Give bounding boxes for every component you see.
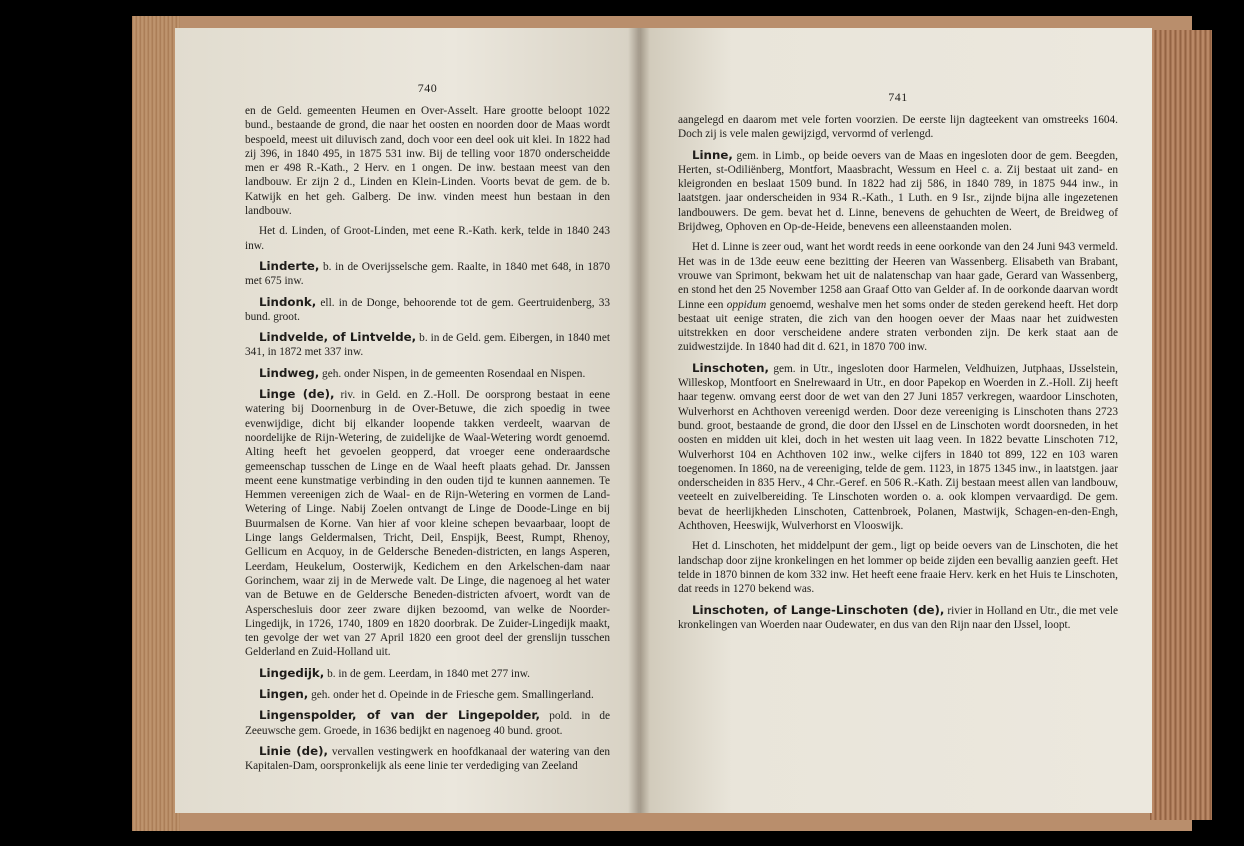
entry-text: rivier in Holland en Utr., die met vele kronkelingen van Woerden naar Oudewater, en dus van den Rijn naar den IJssel, loopt. — [678, 604, 1119, 631]
entry-italic-text: oppidum — [726, 298, 767, 311]
dictionary-entry — [245, 259, 610, 289]
entry-headword: Lindvelde, of Lintvelde, — [259, 330, 417, 345]
entry-headword: Linschoten, of Lange-Linschoten (de), — [692, 602, 945, 617]
page-number: 741 — [888, 90, 908, 104]
dictionary-entry — [245, 666, 610, 681]
entry-headword: Linschoten, — [692, 360, 769, 375]
entry-list — [245, 104, 610, 773]
dictionary-entry — [245, 744, 610, 774]
dictionary-entry — [678, 240, 1118, 354]
entry-text: b. in de Geld. gem. Eibergen, in 1840 met 341, in 1872 met 337 inw. — [245, 332, 610, 359]
entry-headword: Linie (de), — [259, 743, 328, 758]
dictionary-entry — [245, 366, 610, 381]
book-gutter — [628, 28, 650, 813]
right-page — [640, 28, 1152, 813]
entry-text: genoemd, weshalve men het soms onder de steden gerekend heeft. Het dorp bestaat uit eenige straten, die zich van den hoogen oever der Maas naar het zuidwesten uitstrekken en door verscheidene andere straten verbonden zijn. De kerk staat aan de zuidwestzijde. In 1840 had dit d. 621, in 1870 700 inw. — [678, 298, 1118, 354]
entry-text: geh. onder het d. Opeinde in de Friesche gem. Smallingerland. — [308, 688, 594, 701]
entry-text: b. in de gem. Leerdam, in 1840 met 277 inw. — [324, 667, 530, 680]
dictionary-entry — [245, 687, 610, 702]
entry-text: b. in de Overijsselsche gem. Raalte, in 1840 met 648, in 1870 met 675 inw. — [245, 260, 610, 288]
entry-text: Het d. Linschoten, het middelpunt der gem., ligt op beide oevers van de Linschoten, die het landschap door zijne kronkelingen en het lommer op beide zijden een bevallig aanzien geeft. Het telde in 1870 binnen de kom 332 inw. Het heeft eene fraaie Herv. kerk en het Huis te Linschoten, dat reeds in 1270 bekend was. — [678, 540, 1118, 596]
dictionary-entry — [245, 330, 610, 360]
entry-headword: Linderte, — [259, 258, 320, 273]
page-number: 740 — [417, 81, 438, 95]
entry-text: aangelegd en daarom met vele forten voorzien. De eerste lijn dagteekent van omstreeks 1604. Doch zij is vele malen gewijzigd, vervormd of verlengd. — [678, 114, 1118, 141]
dictionary-entry — [245, 387, 610, 660]
dictionary-entry — [678, 113, 1118, 142]
entry-text: ell. in de Donge, behoorende tot de gem. Geertruidenberg, 33 bund. groot. — [245, 296, 610, 323]
dictionary-entry — [678, 539, 1118, 596]
entry-text: geh. onder Nispen, in de gemeenten Rosendaal en Nispen. — [319, 367, 586, 380]
left-page-edges — [132, 16, 180, 831]
entry-text: gem. in Limb., op beide oevers van de Maas en ingesloten door de gem. Beegden, Herten, st-Odiliënberg, Montfort, Maasbracht, Wessum en Heel c. a. Zij bestaat uit zand- en kleigronden en beslaat 1509 bund. In 1822 had zij 586, in 1840 789, in 1875 944 inw., in laatstgen. jaar onderscheiden in 934 R.-Kath., 1 Luth. en 9 Isr., zijnde bijna alle ingezetenen landbouwers. De gem. bevat het d. Linne, benevens de gehuchten de Weert, de Breidweg of Brijdweg, Ophoven en Op-de-Heide, benevens een alleenstaanden molen. — [678, 149, 1118, 234]
entry-text: gem. in Utr., ingesloten door Harmelen, Veldhuizen, Jutphaas, IJsselstein, Willeskop, Montfoort en Snelrewaard in Utr., en door Papekop en Woerden in Z.-Holl. Zij heeft haar tegenw. omvang eerst door de wet van den 27 Juni 1857 verkregen, waardoor Linschoten, Wulverhorst en Achthoven vereenigd werden. Door deze vereeniging is Linschoten thans 2723 bund. groot, bestaande de grond, die door den IJssel en de Linschoten wordt doorsneden, in het oosten en midden uit klei, doch in het westen uit laag veen. In 1822 bevatte Linschoten 712, Wulverhorst 104 en Achthoven 102 inw., welke cijfers in 1840 tot 899, 122 en 103 waren toegenomen. In 1860, na de vereeniging, telde de gem. 1123, in 1875 1345 inw., in laatstgen. jaar onderscheiden in 835 Herv., 4 Chr.-Geref. en 506 R.-Kath. Zij bestaan meest allen van landbouw, veeteelt en zuivelbereiding. Te Linschoten worden o. a. ook klompen vervaardigd. De gem. bevat de heerlijkheden Linschoten, Cattenbroek, Polanen, Mastwijk, Schagen-en-den-Engh, Achthoven, Heeswijk, Wulverhorst en Vlooswijk. — [678, 362, 1118, 533]
entry-text: vervallen vestingwerk en hoofdkanaal der watering van den Kapitalen-Dam, oorspronkelijk als eene linie ter verdediging van Zeeland — [245, 745, 610, 773]
entry-text: en de Geld. gemeenten Heumen en Over-Asselt. Hare grootte beloopt 1022 bund., bestaande de grond, die naar het oosten en noorden door de Maas wordt bespoeld, meest uit diluvisch zand, doch voor een deel ook uit klei. In 1822 had zij 396, in 1840 495, in 1875 531 inw. Bij de telling voor 1870 onderscheidde men er 498 R.-Kath., 2 Herv. en 1 ongen. De inw. bestaan meest van den landbouw. Er zijn 2 d., Linden en Klein-Linden. Voorts bevat de gem. de b. Katwijk en het geh. Galberg. De inw. vinden meest hun bestaan in den landbouw. — [245, 105, 610, 218]
entry-headword: Linge (de), — [259, 387, 335, 402]
entry-headword: Linne, — [692, 147, 733, 162]
dictionary-entry — [678, 361, 1118, 534]
dictionary-entry — [245, 708, 610, 738]
left-page — [175, 28, 640, 813]
right-page-edges — [1150, 30, 1212, 820]
entry-headword: Lingen, — [259, 686, 309, 701]
dictionary-entry — [678, 148, 1118, 235]
entry-text: Het d. Linne is zeer oud, want het wordt reeds in eene oorkonde van den 24 Juni 943 vermeld. Het was in de 13de eeuw eene bezitting der Heeren van Wassenberg. Elisabeth van Brabant, vrouwe van Sprimont, bekwam het uit de nalatenschap van haar gade, Gerard van Wassenberg, en stond het den 25 November 1258 aan Graaf Otto van Gelder af. In de oorkonde daarvan wordt Linne een — [678, 241, 1118, 311]
entry-headword: Lindonk, — [259, 294, 317, 309]
entry-list — [678, 113, 1118, 632]
dictionary-entry — [245, 104, 610, 218]
entry-headword: Lindweg, — [259, 365, 320, 380]
dictionary-entry — [678, 603, 1118, 633]
entry-text: pold. in de Zeeuwsche gem. Groede, in 1636 bedijkt en nagenoeg 40 bund. groot. — [245, 710, 610, 737]
entry-text: riv. in Geld. en Z.-Holl. De oorsprong bestaat in eene watering bij Doornenburg in de Over-Betuwe, die zich spoedig in twee evenwijdige, dicht bij elkander loopende takken verdeelt, waarvan de noordelijke de Rijn-Wetering, de zuidelijke de Waal-Wetering wordt genoemd. Alting heeft het gevoelen geopperd, dat vroeger eene onderaardsche gemeenschap tusschen de Linge en de Waal heeft plaats gehad. Dr. Janssen meent eene kunstmatige verbinding in den ouden tijd te kunnen aannemen. Te Hemmen vereenigen zich de Waal- en de Rijn-Wetering en vormen de Land-Wetering of Linge. Nabij Zoelen ontvangt de Linge de Doode-Linge en bij Buurmalsen de Korne. Van hier af voor kleine schepen bevaarbaar, loopt de Linge langs Geldermalsen, Tricht, Deil, Enspijk, Beest, Rumpt, Rhenoy, Gellicum en Acquoy, in de Geldersche Beneden-districten, en langs Asperen, Leerdam, Heukelum, Oosterwijk, Kedichem en den Arkelschen-dam naar Gorinchem, waar zij in de Merwede valt. De Linge, die nagenoeg al het water van de Betuwe en de Geldersche Beneden-districten afvoert, wordt van de Asperschesluis door zeer zware dijken bezoomd, van welke de Noorder-Lingedijk, in 1726, 1740, 1809 en 1820 doorbrak. De Zuider-Lingedijk maakt, ten gevolge der wet van 27 April 1820 een groot deel der grenslijn tusschen Gelderland en Zuid-Holland uit. — [245, 389, 610, 659]
entry-headword: Lingenspolder, of van der Lingepolder, — [259, 708, 540, 723]
dictionary-entry — [245, 295, 610, 325]
entry-text: Het d. Linden, of Groot-Linden, met eene R.-Kath. kerk, telde in 1840 243 inw. — [245, 225, 610, 252]
entry-headword: Lingedijk, — [259, 665, 325, 680]
dictionary-entry — [245, 224, 610, 253]
